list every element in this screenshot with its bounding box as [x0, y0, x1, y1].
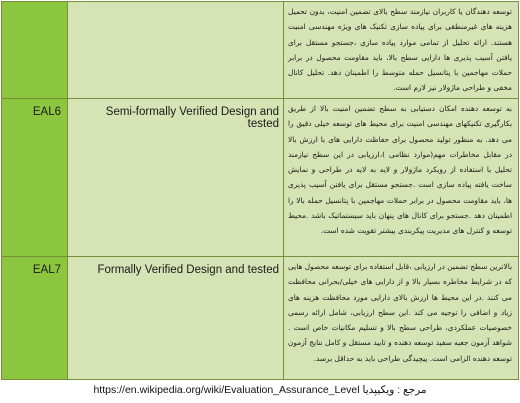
- description-cell: [284, 257, 519, 380]
- level-label: [2, 2, 67, 9]
- name-cell: [68, 2, 284, 99]
- table-row: [2, 257, 519, 380]
- level-label: EAL7: [32, 264, 61, 276]
- level-label: EAL6: [32, 106, 61, 118]
- name-cell: [68, 257, 284, 380]
- description-cell: [284, 99, 519, 257]
- source-footer: [0, 384, 520, 396]
- source-label: مرجع : ویکیپدیا: [362, 384, 427, 396]
- level-cell: [2, 257, 68, 380]
- level-cell: [2, 99, 68, 257]
- level-cell: [2, 2, 68, 99]
- level-name: Semi-formally Verified Design and tested: [105, 106, 279, 130]
- level-name: [68, 2, 283, 9]
- table-row: [2, 99, 519, 257]
- level-name: Formally Verified Design and tested: [97, 264, 279, 276]
- level-description: بالاترین سطح تضمین در ارزیابی ،قابل استفاده برای توسعه محصول هایی که در شرایط مخاطره بسیار بالا و از دارایی های خیلی/بحرانی محافظت می کنند .در این محیط ها ارزش بالای دارایی مورد محافظت هزینه های زیاد و اضافی را توجیه می کند .این سطح ارزیابی، شامل ارائه رسمی خصوصیات عملکردی، طراحی سطح بالا و تسلیم مکانیات خاص است . شواهد آزمون جعبه سفید توسعه دهنده و تایید مستقل و کامل نتایج آزمون توسعه دهنده الزامی است. پیچیدگی طراحی باید به حداقل برسد.: [288, 262, 512, 363]
- table-row: [2, 2, 519, 99]
- source-url[interactable]: https://en.wikipedia.org/wiki/Evaluation_Assurance_Level: [93, 384, 360, 396]
- eal-table: [1, 1, 519, 380]
- name-cell: [68, 99, 284, 257]
- level-description: به توسعه دهنده امکان دستیابی به سطح تضمین امنیت بالا از طریق بکارگیری تکنیکهای مهندسی امنیت برای محیط های توسعه خیلی دقیق را می دهد. به منظور تولید محصول برای حفاظت دارایی های با ارزش بالا در مقابل مخاطرات مهم(موارد نظامی )،ارزیابی در این سطح نیازمند تحلیل با استفاده از رویکرد ماژولار و لایه به لایه در طراحی و نمایش ساخت یافته پیاده سازی است .جستجو مستقل برای یافتن آسیب پذیری ها، باید مقاومت محصول در برابر حملات مهاجمین با پتانسیل حمله بالا را اطمینان دهد .جستجو برای کانال های پنهان باید سیستماتیک باشد .محیط توسعه و کنترل های مدیریت پیکربندی بیشتر تقویت شده است.: [288, 104, 512, 236]
- description-cell: [284, 2, 519, 99]
- level-description: توسعه دهندگان یا کاربران نیازمند سطح بالای تضمین امنیت، بدون تحمیل هزینه های غیرمنطقی برای پیاده سازی تکنیک های ویژه مهندسی امنیت هستند. ارائه تحلیل از تمامی موارد پیاده سازی ،جستجو مستقل برای یافتن آسیب پذیری ها دارایی سطح بالا، باید مقاومت محصول در برابر حملات مهاجمین با پتانسیل حمله متوسط را اطمینان دهد. تحلیل کانال مخفی و طراحی ماژولار نیز لازم است.: [288, 7, 512, 93]
